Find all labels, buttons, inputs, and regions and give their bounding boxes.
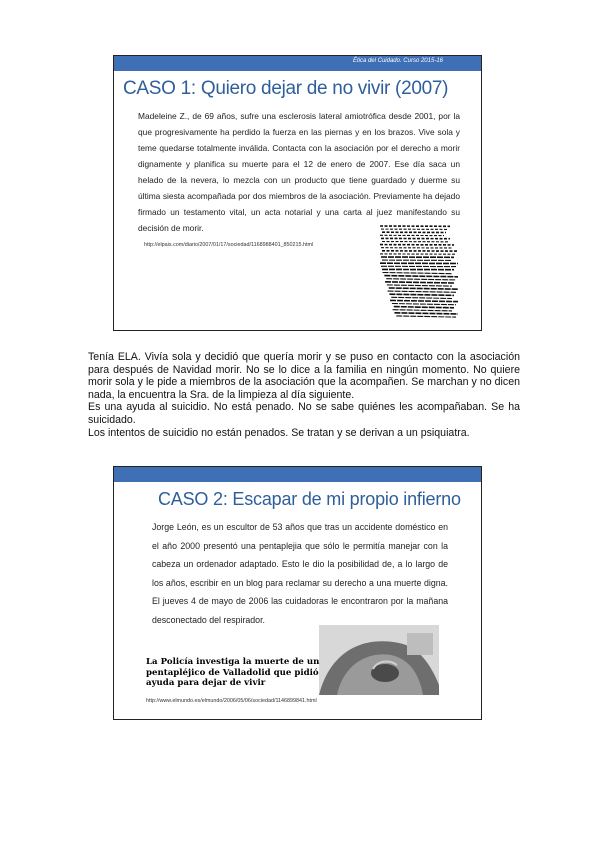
newspaper-clipping-image	[378, 224, 462, 320]
slide-title: CASO 2: Escapar de mi propio infierno	[158, 489, 461, 509]
slide-title: CASO 1: Quiero dejar de no vivir (2007)	[123, 78, 449, 99]
slide-header-bar	[114, 467, 481, 482]
source-url: http://elpais.com/diario/2007/01/17/sociedad/1168988401_850215.html	[144, 242, 314, 248]
source-url: http://www.elmundo.es/elmundo/2006/05/06/sociedad/1146899841.html	[146, 698, 317, 704]
slide-caso-2	[113, 466, 482, 720]
slide-header-text: Ética del Cuidado. Curso 2015-16	[352, 58, 443, 64]
slide-paragraph: Jorge León, es un escultor de 53 años que tras un accidente doméstico en el año 2000 presentó una pentaplejia que sólo le permitía manejar con la cabeza un ordenador adaptado. Esto le dio la posibilidad de, a lo largo de los años, escribir en un blog para reclamar su derecho a una muerte digna. El jueves 4 de mayo de 2006 las cuidadoras le encontraron por la mañana desconectado del respirador.	[152, 522, 448, 625]
news-headline: La Policía investiga la muerte de un pentapléjico de Valladolid que pidió ayuda para dejar de vivir	[146, 657, 320, 688]
slide-paragraph: Madeleine Z., de 69 años, sufre una esclerosis lateral amiotrófica desde 2001, por la que progresivamente ha perdido la fuerza en las piernas y en los brazos. Vive sola y teme quedarse totalmente inválida. Contacta con la asociación por el derecho a morir dignamente y planifica su muerte para el 12 de enero de 2007. Ese día saca un helado de la nevera, lo mezcla con un producto que tiene guardado y duerme su última siesta acompañada por dos miembros de la asociación. Previamente ha dejado firmado un testamento vital, un acta notarial y una carta al juez manifestando su decisión de morir.	[138, 111, 460, 233]
slide-caso-1	[113, 55, 482, 331]
notes-text	[88, 351, 520, 439]
slide-header-bar	[114, 56, 481, 71]
sculpture-photo	[319, 625, 439, 695]
notes-paragraph: Es una ayuda al suicidio. No está penado. No se sabe quiénes les acompañaban. Se ha suicidado.	[88, 401, 520, 426]
notes-paragraph: Tenía ELA. Vivía sola y decidió que quería morir y se puso en contacto con la asociación para después de Navidad morir. No se lo dice a la familia en ningún momento. No quiere morir sola y le pide a miembros de la asociación que la acompañen. Se marchan y no dicen nada, la encuentra la Sra. de la limpieza al día siguiente.	[88, 351, 520, 401]
notes-paragraph: Los intentos de suicidio no están penados. Se tratan y se derivan a un psiquiatra.	[88, 426, 470, 439]
